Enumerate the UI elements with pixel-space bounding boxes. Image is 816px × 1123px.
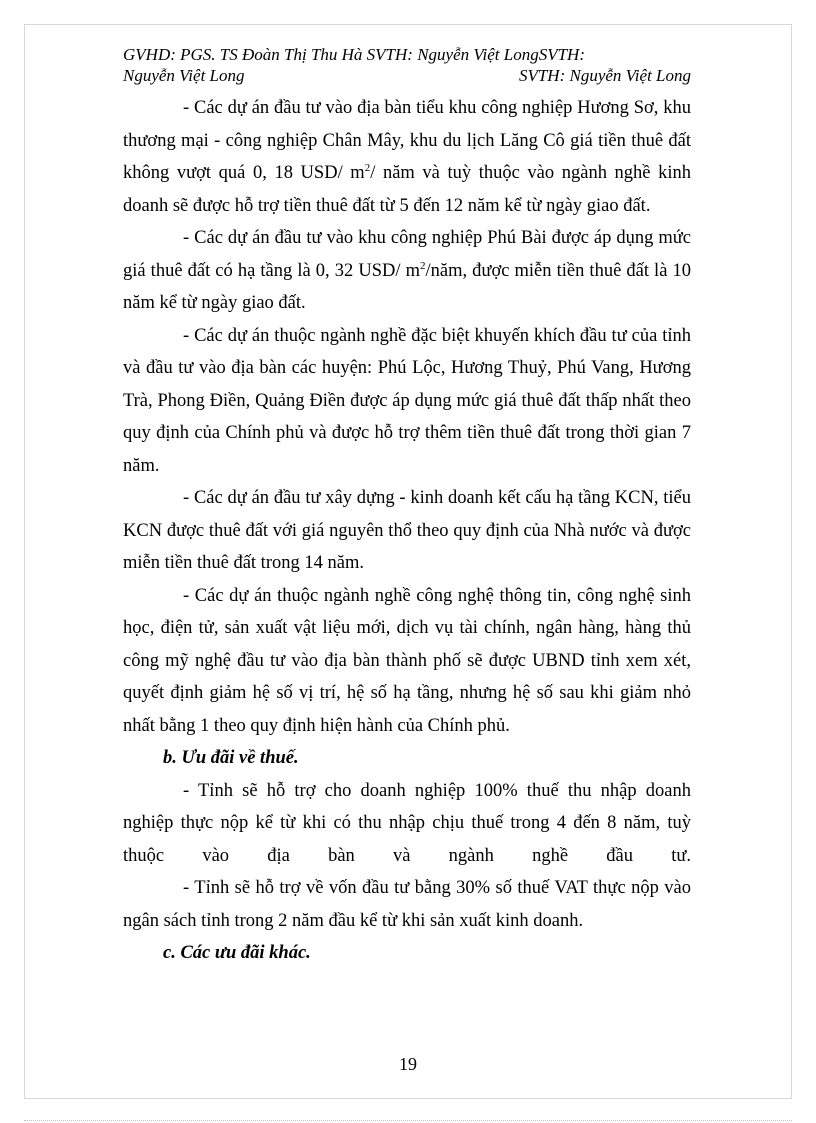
superscript: 2	[419, 259, 426, 272]
paragraph-text: - Các dự án đầu tư vào khu công nghiệp Phú Bài được áp dụng mức giá thuê đất có hạ tầng là 0, 32 USD/ m	[123, 228, 691, 281]
paragraph-special-sectors: - Các dự án thuộc ngành nghề đặc biệt khuyến khích đầu tư của tỉnh và đầu tư vào địa bàn các huyện: Phú Lộc, Hương Thuỷ, Phú Vang, Hương Trà, Phong Điền, Quảng Điền được áp dụng mức giá thuê đất thấp nhất theo quy định của Chính phủ và được hỗ trợ thêm tiền thuê đất trong thời gian 7 năm.	[123, 325, 691, 476]
header-line-1	[123, 44, 691, 65]
document-body	[123, 92, 691, 970]
superscript: 2	[364, 162, 371, 174]
paragraph-text: / năm và tuỳ thuộc vào ngành nghề kinh doanh sẽ được hỗ trợ tiền thuê đất từ 5 đến 12 năm kể từ ngày giao đất.	[123, 163, 692, 216]
paragraph-text: /năm, được miễn tiền thuê đất là 10 năm kể từ ngày giao đất.	[123, 260, 691, 313]
header-line-2	[123, 65, 691, 86]
paragraph-kcn-infrastructure: - Các dự án đầu tư xây dựng - kinh doanh kết cấu hạ tầng KCN, tiểu KCN được thuê đất với giá nguyên thổ theo quy định của Nhà nước và được miễn tiền thuê đất trong 14 năm.	[123, 488, 691, 573]
paragraph-text: - Các dự án đầu tư vào địa bàn tiểu khu công nghiệp Hương Sơ, khu thương mại - công nghiệp Chân Mây, khu du lịch Lăng Cô giá tiền thuê đất không vượt quá 0, 18 USD/ m	[123, 98, 691, 183]
paragraph-technology-sectors: - Các dự án thuộc ngành nghề công nghệ thông tin, công nghệ sinh học, điện tử, sản xuất vật liệu mới, dịch vụ tài chính, ngân hàng, hàng thủ công mỹ nghệ đầu tư vào địa bàn thành phố sẽ được UBND tỉnh xem xét, quyết định giảm hệ số vị trí, hệ số hạ tầng, nhưng hệ số sau khi giảm nhỏ nhất bằng 1 theo quy định hiện hành của Chính phủ.	[123, 585, 691, 736]
paragraph-land-rent-huong-so	[123, 92, 691, 222]
paragraph-vat-support: - Tỉnh sẽ hỗ trợ về vốn đầu tư bằng 30% số thuế VAT thực nộp vào ngân sách tỉnh trong 2 năm đầu kể từ khi sản xuất kinh doanh.	[123, 878, 691, 931]
heading-other-incentives: c. Các ưu đãi khác.	[163, 943, 311, 963]
header-author-left: Nguyễn Việt Long	[123, 66, 245, 85]
paragraph-income-tax-support: - Tỉnh sẽ hỗ trợ cho doanh nghiệp 100% thuế thu nhập doanh nghiệp thực nộp kể từ khi có thu nhập chịu thuế trong 4 đến 8 năm, tuỳ thuộc vào địa bàn và ngành nghề đầu tư.	[123, 780, 691, 866]
header-author-right: SVTH: Nguyễn Việt Long	[518, 66, 691, 85]
page-number: 19	[399, 1054, 417, 1074]
page-bottom-dotted-line	[24, 1120, 792, 1121]
heading-tax-incentives: b. Ưu đãi về thuế.	[163, 748, 299, 768]
running-header	[123, 44, 691, 86]
header-line-1-text: GVHD: PGS. TS Đoàn Thị Thu Hà SVTH: Nguyễn Việt LongSVTH:	[123, 45, 585, 64]
paragraph-phu-bai	[123, 222, 691, 320]
